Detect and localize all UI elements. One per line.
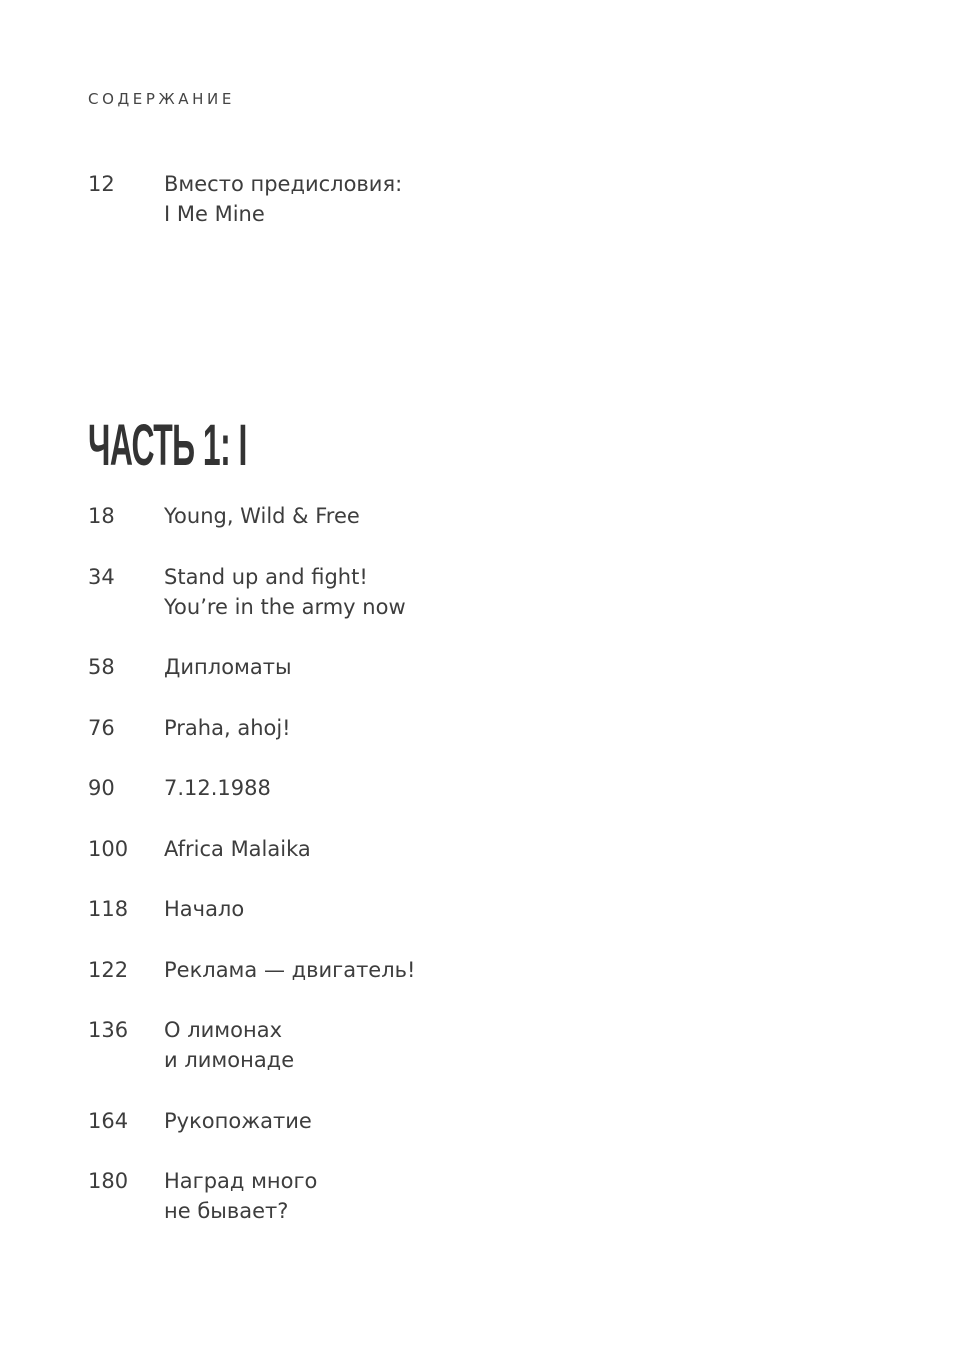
toc-page-number: 58 [88,655,115,679]
part-heading: ЧАСТЬ 1: I [88,413,247,478]
toc-entry-title: О лимонах и лимонаде [164,1018,295,1072]
toc-entry-title: Реклама — двигатель! [164,958,416,982]
toc-entry-title: Начало [164,897,245,921]
toc-page-number: 180 [88,1169,129,1193]
toc-entry-title: Дипломаты [164,655,292,679]
toc-page-number: 136 [88,1018,129,1042]
toc-page-number: 118 [88,897,129,921]
toc-entry-title: Рукопожатие [164,1109,312,1133]
toc-page-number: 164 [88,1109,129,1133]
toc-page-number: 122 [88,958,129,982]
toc-entry-title: Наград много не бывает? [164,1169,318,1223]
toc-page-number: 90 [88,776,115,800]
toc-page-number: 100 [88,837,129,861]
toc-entry-title: Young, Wild & Free [164,504,360,528]
toc-entry-title: 7.12.1988 [164,776,271,800]
toc-entry-title: Вместо предисловия: I Me Mine [164,172,403,226]
toc-entry-title: Praha, ahoj! [164,716,291,740]
toc-entry-title: Stand up and fight! You’re in the army now [164,565,406,619]
toc-page-number: 18 [88,504,115,528]
toc-entry-title: Africa Malaika [164,837,311,861]
toc-page-number: 34 [88,565,115,589]
toc-page-number: 76 [88,716,115,740]
toc-page-number: 12 [88,172,115,196]
contents-heading: СОДЕРЖАНИЕ [88,90,235,108]
